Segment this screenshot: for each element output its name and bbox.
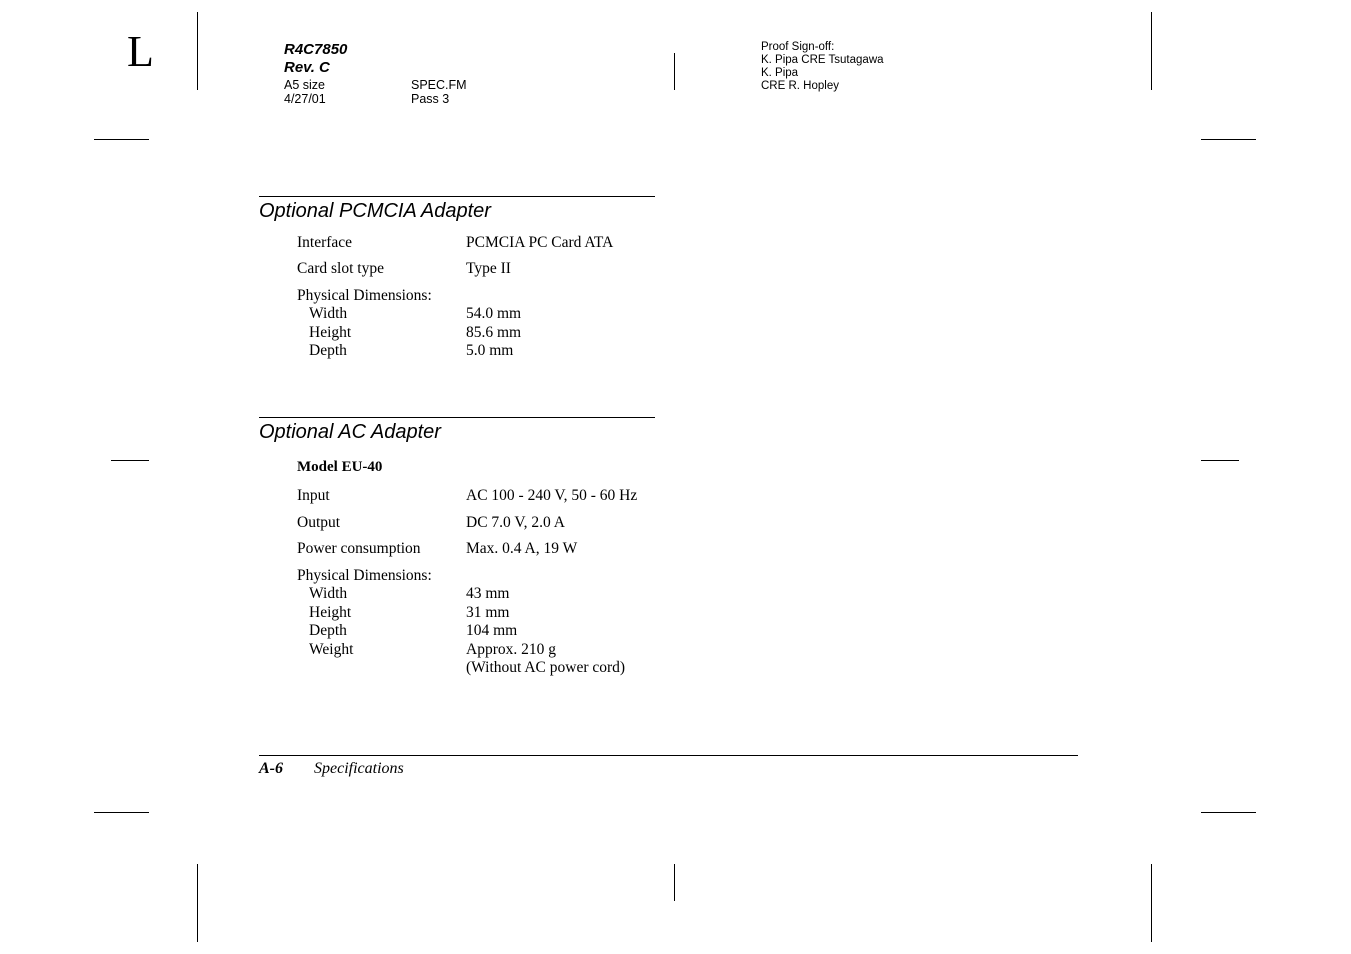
crop-mark-left-upper <box>94 139 149 140</box>
spec-value: 31 mm <box>466 604 510 621</box>
crop-mark-left-lower <box>94 812 149 813</box>
spec-value: (Without AC power cord) <box>466 659 626 676</box>
spec-label: Output <box>297 514 341 531</box>
spec-label: Height <box>309 324 352 341</box>
section-rule <box>259 196 655 197</box>
crop-mark-top-left <box>197 12 198 90</box>
proof-title: Proof Sign-off: <box>761 41 835 53</box>
spec-label: Interface <box>297 234 353 251</box>
spec-value: PCMCIA PC Card ATA <box>466 234 614 251</box>
proof-line: K. Pipa <box>761 67 799 79</box>
page-number: A-6 <box>259 760 283 777</box>
spec-value: 85.6 mm <box>466 324 522 341</box>
spec-label: Depth <box>309 342 347 359</box>
crop-mark-top-center <box>674 53 675 90</box>
spec-value: AC 100 - 240 V, 50 - 60 Hz <box>466 487 638 504</box>
doc-revision: Rev. C <box>284 59 330 76</box>
section-title-ac: Optional AC Adapter <box>259 421 441 443</box>
spec-label: Depth <box>309 622 347 639</box>
doc-file: SPEC.FM <box>411 78 467 92</box>
spec-value: 43 mm <box>466 585 510 602</box>
crop-mark-bottom-right <box>1151 864 1152 942</box>
crop-mark-right-lower <box>1201 812 1256 813</box>
section-rule <box>259 417 655 418</box>
spec-label: Physical Dimensions: <box>297 567 432 584</box>
doc-date: 4/27/01 <box>284 92 326 106</box>
proof-line: CRE R. Hopley <box>761 80 839 92</box>
spec-label: Card slot type <box>297 260 384 277</box>
model-heading: Model EU-40 <box>297 459 383 475</box>
crop-mark-right-middle <box>1201 460 1239 461</box>
crop-mark-bottom-center <box>674 864 675 901</box>
spec-label: Height <box>309 604 352 621</box>
footer-rule <box>259 755 1078 756</box>
spec-value: Type II <box>466 260 511 277</box>
spec-value: Approx. 210 g <box>466 641 556 658</box>
crop-mark-left-middle <box>111 460 149 461</box>
proof-line: K. Pipa CRE Tsutagawa <box>761 54 884 66</box>
crop-mark-right-upper <box>1201 139 1256 140</box>
spec-label: Width <box>309 585 348 602</box>
spec-label: Width <box>309 305 348 322</box>
crop-mark-bottom-left <box>197 864 198 942</box>
spec-label: Weight <box>309 641 354 658</box>
spec-value: 5.0 mm <box>466 342 514 359</box>
spec-value: 54.0 mm <box>466 305 522 322</box>
spec-label: Input <box>297 487 330 504</box>
spec-label: Power consumption <box>297 540 421 557</box>
footer-section-title: Specifications <box>314 760 404 777</box>
page-side-mark: L <box>127 27 154 76</box>
spec-value: DC 7.0 V, 2.0 A <box>466 514 565 531</box>
doc-size: A5 size <box>284 78 325 92</box>
section-title-pcmcia: Optional PCMCIA Adapter <box>259 200 491 222</box>
doc-id: R4C7850 <box>284 41 348 58</box>
spec-value: Max. 0.4 A, 19 W <box>466 540 578 557</box>
doc-pass: Pass 3 <box>411 92 450 106</box>
proof-signoff <box>761 41 884 93</box>
spec-label: Physical Dimensions: <box>297 287 432 304</box>
spec-value: 104 mm <box>466 622 518 639</box>
crop-mark-top-right <box>1151 12 1152 90</box>
